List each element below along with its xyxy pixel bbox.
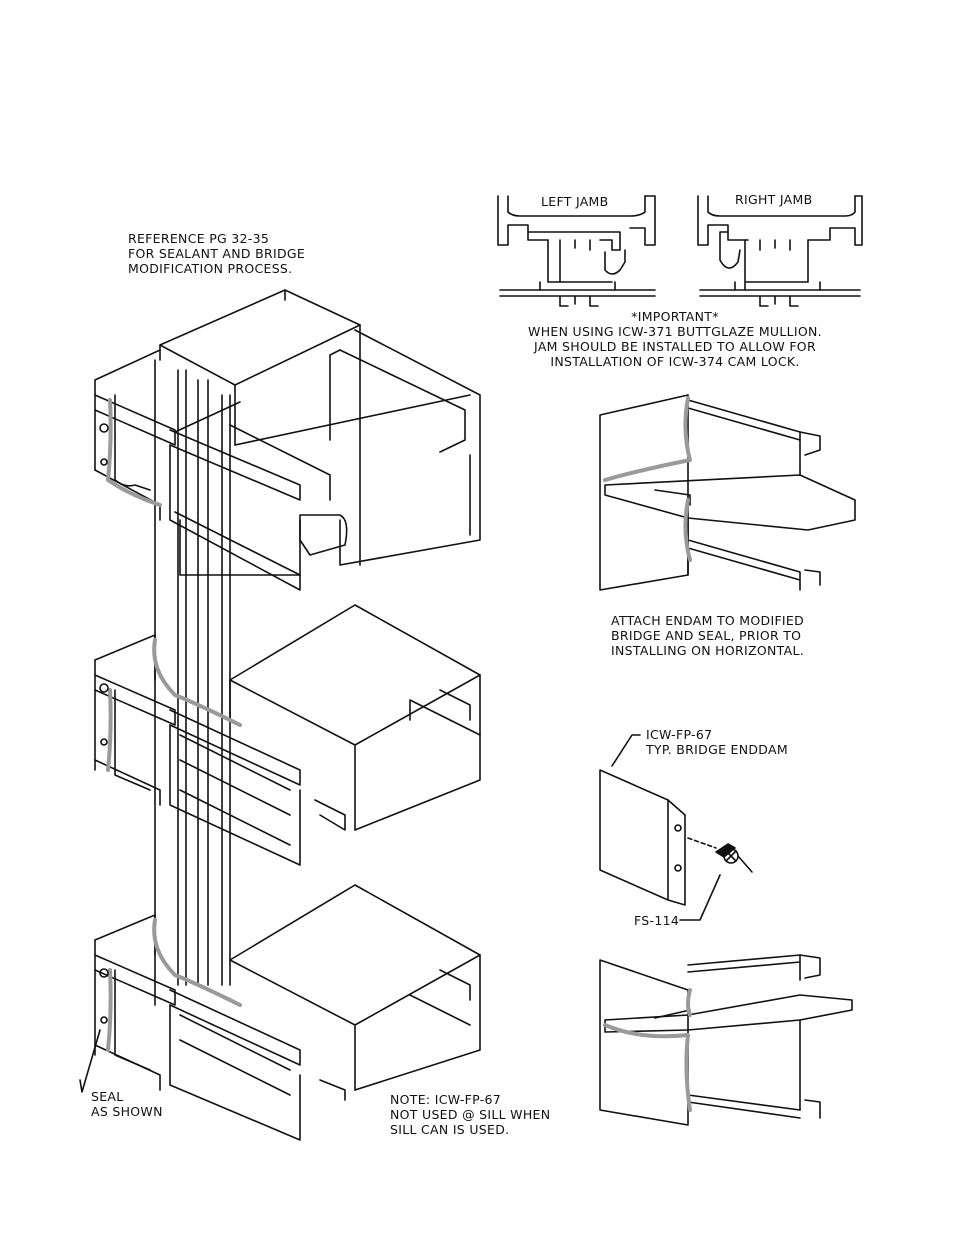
left-jamb-profile (498, 196, 655, 306)
seal-note-line: AS SHOWN (91, 1104, 163, 1119)
right-jamb-label: RIGHT JAMB (735, 192, 813, 207)
enddam-part (600, 735, 752, 920)
curtain-wall-assembly (95, 290, 480, 1140)
attach-endam-note-line: ATTACH ENDAM TO MODIFIED (611, 613, 805, 628)
seal-leader (80, 1030, 100, 1092)
sill-note (390, 1092, 550, 1137)
enddam-attach-detail (600, 395, 855, 590)
screw-part-label: FS-114 (634, 913, 680, 928)
fastener-holes (100, 424, 108, 1023)
important-note-line: *IMPORTANT* (631, 309, 719, 324)
reference-note-line: MODIFICATION PROCESS. (128, 261, 293, 276)
important-note-line: INSTALLATION OF ICW-374 CAM LOCK. (550, 354, 800, 369)
enddam-sealant (605, 398, 690, 560)
sill-note-line: NOT USED @ SILL WHEN (390, 1107, 551, 1122)
sill-enddam-sealant (605, 990, 690, 1110)
enddam-part-label-line: ICW-FP-67 (646, 727, 713, 742)
reference-note-line: FOR SEALANT AND BRIDGE (128, 246, 306, 261)
attach-endam-note-line: BRIDGE AND SEAL, PRIOR TO (611, 628, 802, 643)
enddam-part-label-line: TYP. BRIDGE ENDDAM (646, 742, 788, 757)
attach-endam-note-line: INSTALLING ON HORIZONTAL. (611, 643, 804, 658)
sill-note-line: SILL CAN IS USED. (390, 1122, 510, 1137)
enddam-sill-detail (600, 955, 852, 1125)
right-jamb-profile (698, 196, 862, 306)
seal-note-line: SEAL (91, 1089, 124, 1104)
screw-icon (716, 844, 738, 863)
important-note-line: WHEN USING ICW-371 BUTTGLAZE MULLION. (528, 324, 822, 339)
reference-note-line: REFERENCE PG 32-35 (128, 231, 270, 246)
seal-note (91, 1089, 163, 1119)
sill-note-line: NOTE: ICW-FP-67 (390, 1092, 502, 1107)
left-jamb-label: LEFT JAMB (541, 194, 609, 209)
attach-endam-note (611, 613, 804, 658)
important-note (505, 309, 845, 369)
enddam-part-label (646, 727, 788, 757)
important-note-line: JAM SHOULD BE INSTALLED TO ALLOW FOR (534, 339, 816, 354)
reference-note (128, 231, 305, 276)
